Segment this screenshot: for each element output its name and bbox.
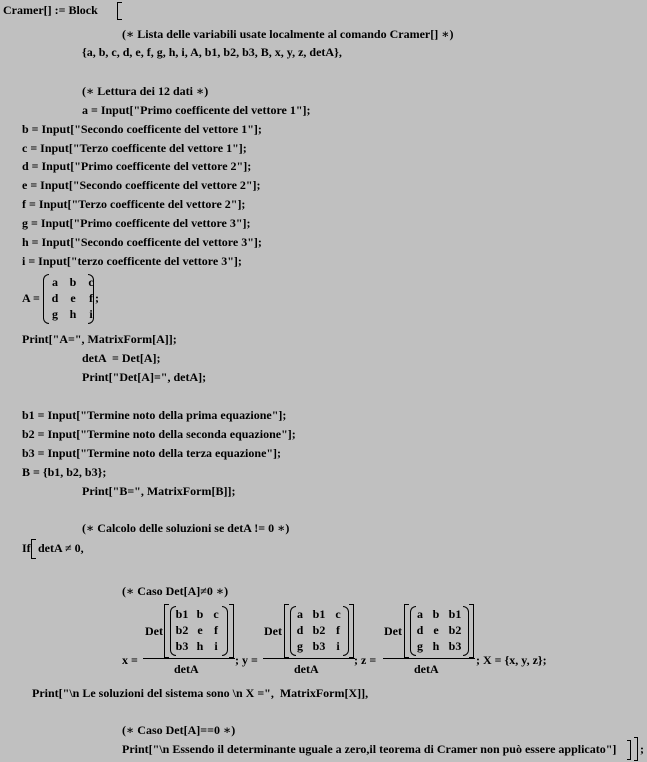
matrix-cell: b2 bbox=[448, 623, 462, 637]
matrix-cell: i bbox=[336, 639, 340, 653]
det-open-bracket bbox=[164, 604, 169, 658]
matrix-cell: f bbox=[214, 623, 218, 637]
matrix-cell: b2 bbox=[312, 623, 326, 637]
matrix-cell: b3 bbox=[175, 639, 189, 653]
comment-case-nonzero: (∗ Caso Det[A]≠0 ∗) bbox=[122, 584, 229, 598]
input-line: g = Input["Primo coefficente del vettore 3"]; bbox=[22, 216, 251, 230]
matrix-y bbox=[295, 607, 343, 653]
det-open-bracket bbox=[404, 604, 409, 658]
matrix-cell: c bbox=[88, 275, 94, 289]
comment-case-zero: (∗ Caso Det[A]==0 ∗) bbox=[122, 723, 236, 737]
matrix-a-label: A = bbox=[22, 291, 40, 305]
matrix-cell: b bbox=[196, 607, 204, 621]
block-close-bracket bbox=[634, 737, 638, 761]
det-function: Det bbox=[384, 624, 402, 638]
comment-local-vars: (∗ Lista delle variabili usate localmente al comando Cramer[] ∗) bbox=[122, 27, 454, 41]
matrix-cell: c bbox=[213, 607, 219, 621]
matrix-a-left-paren bbox=[43, 274, 49, 324]
matrix-x bbox=[175, 607, 221, 653]
matrix-cell: b1 bbox=[175, 607, 189, 621]
if-condition: detA ≠ 0, bbox=[38, 541, 84, 555]
matrix-cell: f bbox=[336, 623, 340, 637]
matrix-cell: g bbox=[52, 307, 58, 321]
matrix-cell: a bbox=[417, 607, 423, 621]
matrix-cell: b1 bbox=[312, 607, 326, 621]
matrix-cell: i bbox=[89, 307, 93, 321]
matrix-cell: c bbox=[335, 607, 341, 621]
comment-calc: (∗ Calcolo delle soluzioni se detA != 0 ∗) bbox=[82, 521, 290, 535]
x-label: x = bbox=[122, 653, 138, 667]
matrix-cell: a bbox=[52, 275, 58, 289]
matrix-cell: h bbox=[69, 307, 77, 321]
comment-read-data: (∗ Lettura dei 12 dati ∗) bbox=[82, 84, 209, 98]
matrix-cell: b3 bbox=[312, 639, 326, 653]
det-close-bracket bbox=[469, 604, 474, 658]
matrix-cell: b3 bbox=[448, 639, 462, 653]
input-line: e = Input["Secondo coefficente del vettore 2"]; bbox=[22, 178, 261, 192]
input-line: b = Input["Secondo coefficente del vettore 1"]; bbox=[22, 122, 262, 136]
matrix-cell: g bbox=[417, 639, 423, 653]
matrix-cell: b bbox=[432, 607, 440, 621]
block-open-bracket bbox=[117, 2, 122, 20]
input-line: d = Input["Primo coefficente del vettore 2"]; bbox=[22, 159, 252, 173]
det-close-bracket bbox=[349, 604, 354, 658]
input-b-line: b1 = Input["Termine noto della prima equazione"]; bbox=[22, 408, 287, 422]
matrix-cell: g bbox=[297, 639, 303, 653]
print-det-line: Print["Det[A]=", detA]; bbox=[82, 370, 207, 384]
input-line: f = Input["Terzo coefficente del vettore 2"]; bbox=[22, 197, 246, 211]
matrix-cell: d bbox=[296, 623, 304, 637]
print-zero-line: Print["\n Essendo il determinante uguale a zero,il teorema di Cramer non può essere applicato"] bbox=[122, 742, 617, 756]
matrix-cell: e bbox=[433, 623, 439, 637]
local-vars-list: {a, b, c, d, e, f, g, h, i, A, b1, b2, b3, B, x, y, z, detA}, bbox=[82, 45, 342, 59]
denominator: detA bbox=[174, 662, 199, 676]
det-close-bracket bbox=[229, 604, 234, 658]
denominator: detA bbox=[294, 662, 319, 676]
matrix-a-right-paren bbox=[88, 274, 94, 324]
fraction-bar bbox=[263, 658, 355, 659]
matrix-cell: d bbox=[51, 291, 59, 305]
final-semicolon: ; bbox=[640, 742, 644, 756]
fraction-bar bbox=[143, 658, 235, 659]
matrix-z bbox=[415, 607, 463, 653]
block-definition: Cramer[] := Block bbox=[3, 3, 98, 17]
matrix-cell: f bbox=[89, 291, 93, 305]
print-a-line: Print["A=", MatrixForm[A]]; bbox=[22, 332, 177, 346]
b-vector-line: B = {b1, b2, b3}; bbox=[22, 465, 107, 479]
input-line: c = Input["Terzo coefficente del vettore 1"]; bbox=[22, 141, 247, 155]
semicolon: ; bbox=[95, 291, 99, 305]
input-b-line: b3 = Input["Termine noto della terza equazione"]; bbox=[22, 446, 282, 460]
matrix-cell: b bbox=[69, 275, 77, 289]
deta-line: detA = Det[A]; bbox=[82, 351, 161, 365]
input-line: i = Input["terzo coefficente del vettore 3"]; bbox=[22, 254, 242, 268]
if-keyword: If bbox=[22, 541, 31, 555]
matrix-cell: a bbox=[297, 607, 303, 621]
matrix-cell: d bbox=[416, 623, 424, 637]
det-function: Det bbox=[264, 624, 282, 638]
matrix-cell: b2 bbox=[175, 623, 189, 637]
print-b-line: Print["B=", MatrixForm[B]]; bbox=[82, 484, 236, 498]
x-vector-line: ; X = {x, y, z}; bbox=[476, 653, 547, 667]
det-function: Det bbox=[145, 624, 163, 638]
if-open-bracket bbox=[31, 539, 36, 559]
y-label: ; y = bbox=[235, 653, 258, 667]
matrix-cell: i bbox=[214, 639, 218, 653]
det-open-bracket bbox=[284, 604, 289, 658]
z-label: ; z = bbox=[354, 653, 377, 667]
input-b-line: b2 = Input["Termine noto della seconda equazione"]; bbox=[22, 427, 296, 441]
matrix-cell: b1 bbox=[448, 607, 462, 621]
print-solutions-line: Print["\n Le soluzioni del sistema sono \n X =", MatrixForm[X]], bbox=[32, 686, 369, 700]
if-close-bracket bbox=[627, 740, 631, 760]
fraction-bar bbox=[383, 658, 475, 659]
matrix-cell: h bbox=[432, 639, 440, 653]
matrix-cell: e bbox=[197, 623, 203, 637]
input-line: a = Input["Primo coefficente del vettore 1"]; bbox=[82, 103, 311, 117]
matrix-cell: e bbox=[70, 291, 76, 305]
input-line: h = Input["Secondo coefficente del vettore 3"]; bbox=[22, 235, 262, 249]
denominator: detA bbox=[414, 662, 439, 676]
matrix-cell: h bbox=[196, 639, 204, 653]
matrix-paren bbox=[222, 606, 228, 656]
